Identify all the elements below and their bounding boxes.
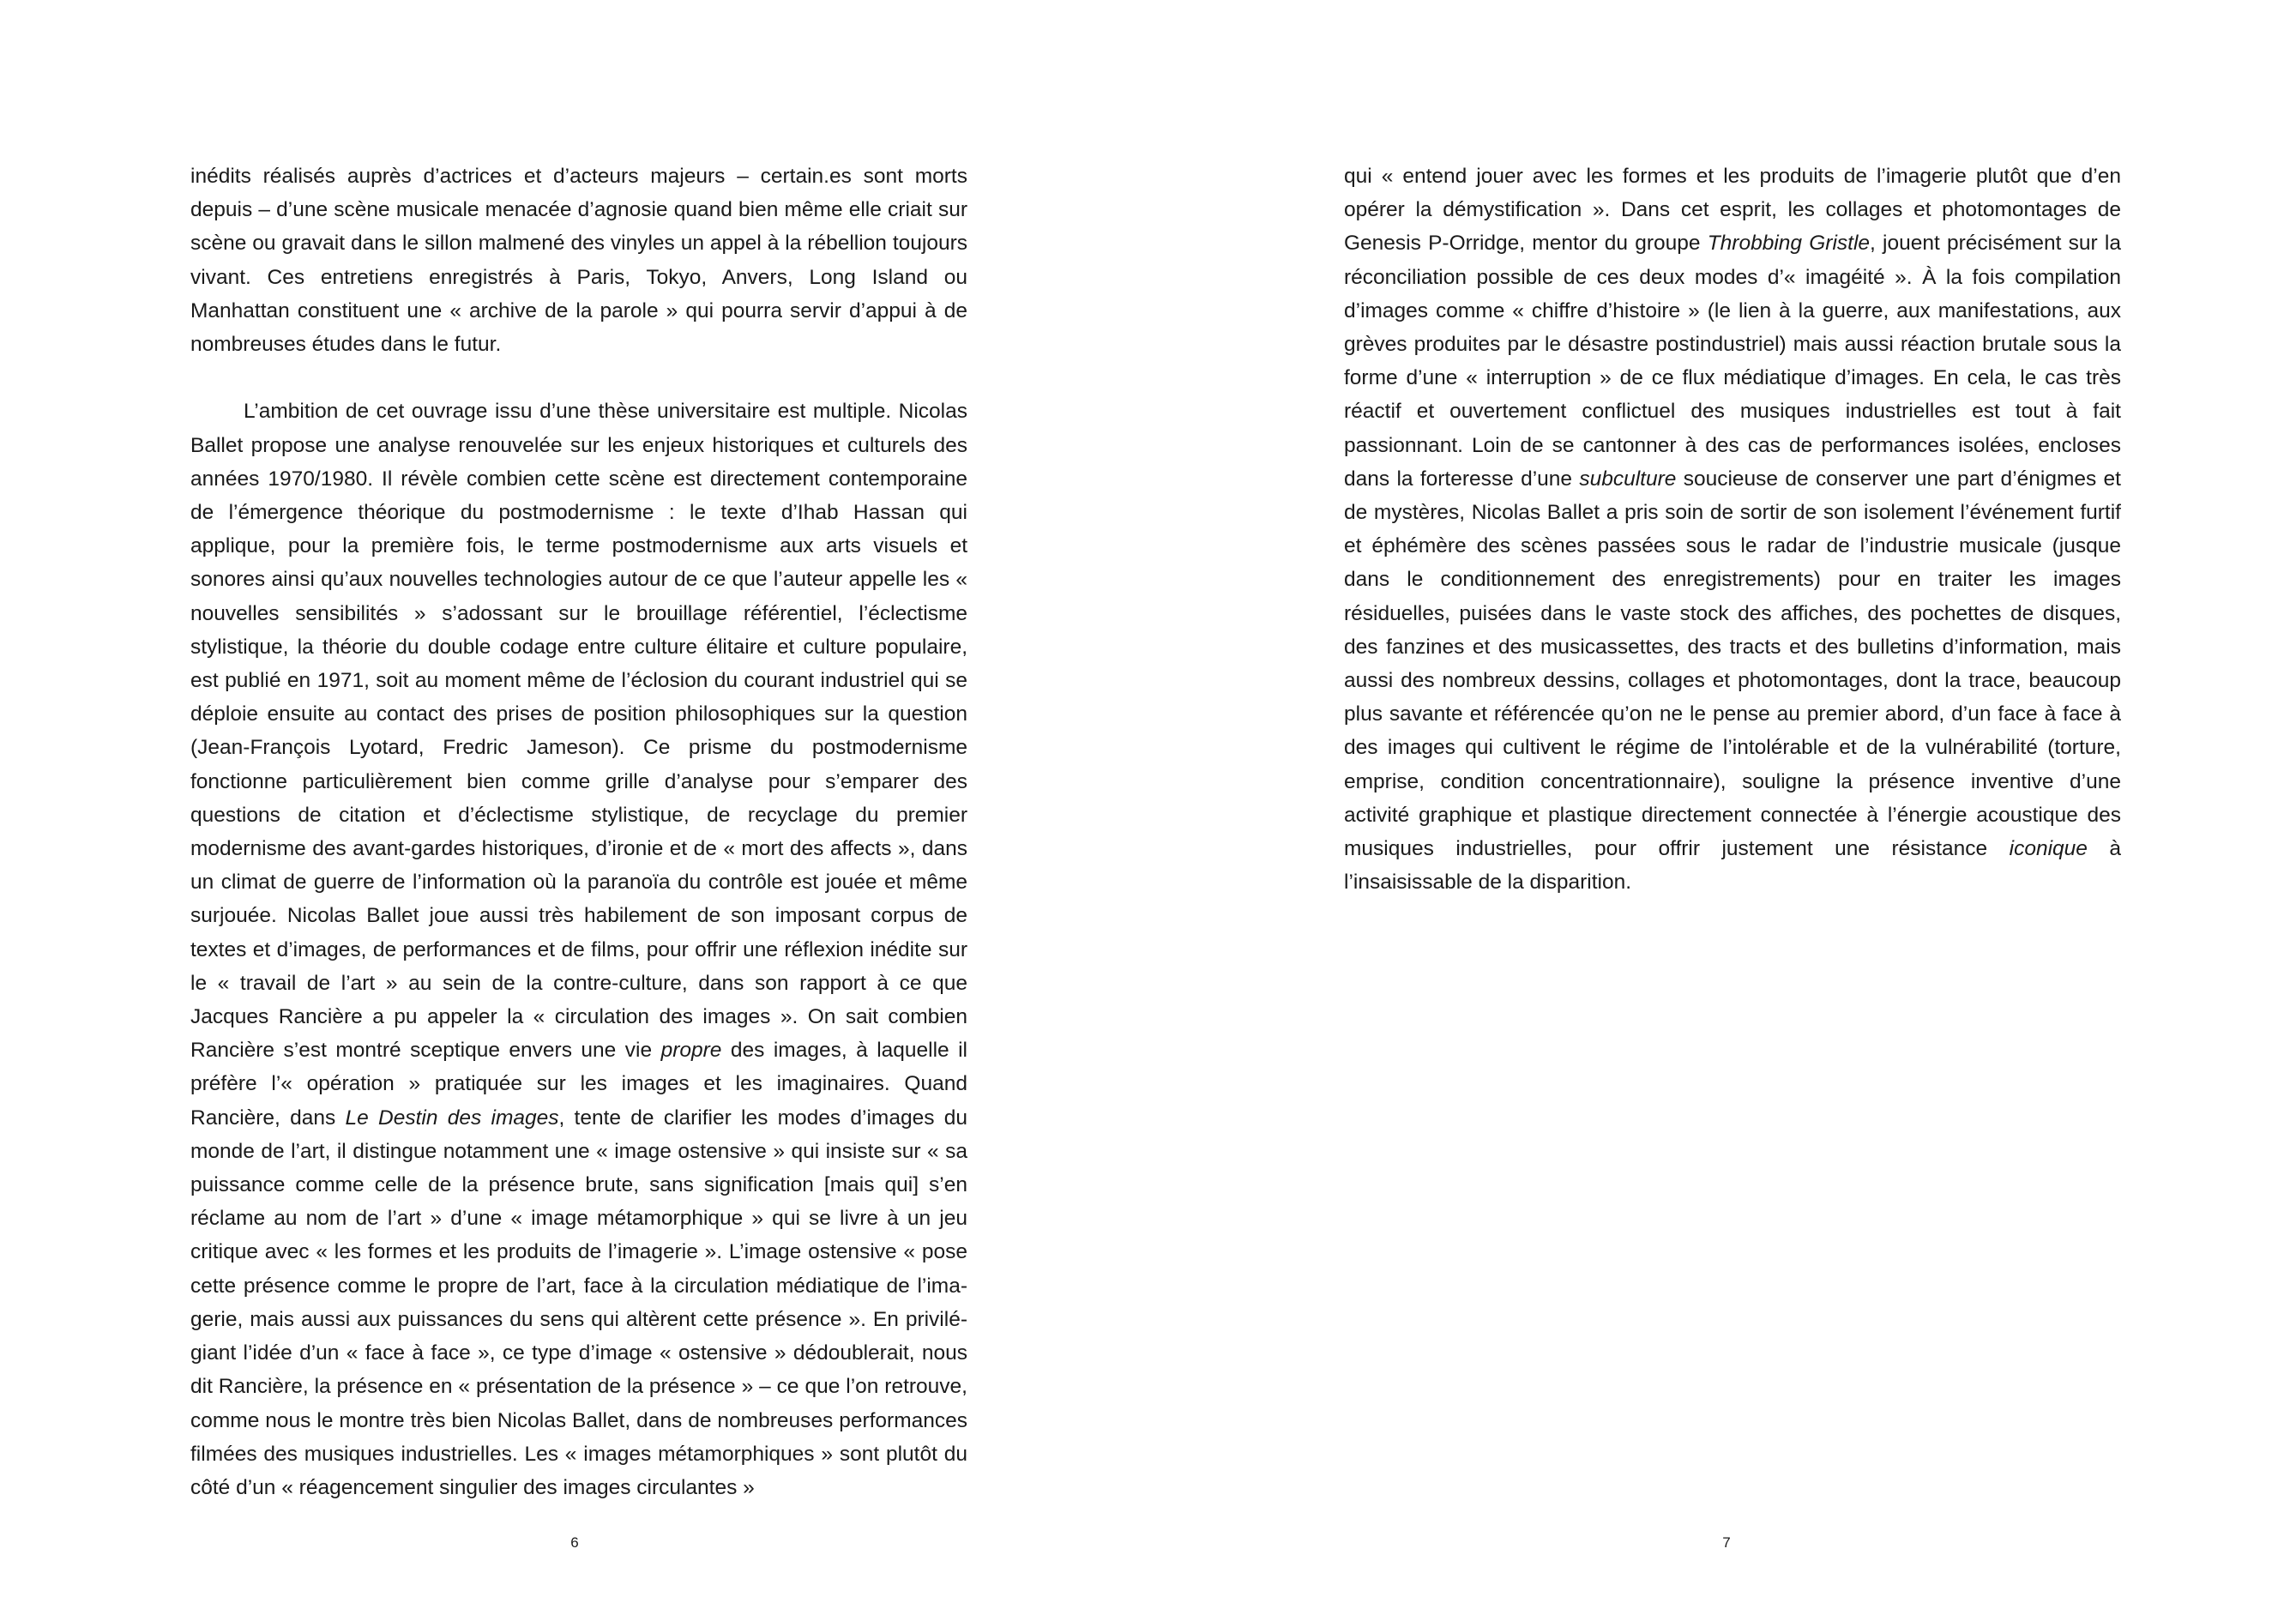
page-number: 6 xyxy=(570,1534,579,1551)
italic-run: iconique xyxy=(2009,837,2088,861)
right-page-body xyxy=(1344,160,2121,899)
italic-run: subculture xyxy=(1579,467,1677,491)
italic-run: Throbbing Gristle xyxy=(1707,232,1871,256)
paragraph xyxy=(190,395,967,1504)
italic-run: propre xyxy=(660,1039,722,1063)
right-page xyxy=(1148,0,2296,1621)
text-run: , tente de clarifier les modes d’images du monde de l’art, il distingue notamment une « image ostensive » qui insiste sur « sa puissance comme celle de la présence brute, sans signification [mais qui] s’en réclame au nom de l’art » d’une « image métamorphique » qui se livre à un jeu critique avec « les formes et les produits de l’imagerie ». L’image ostensive « pose cette présence comme le propre de l’art, face à la circulation médiatique de l’imagerie, mais aussi aux puissances du sens qui altèrent cette présence ». En privilégiant l’idée d’un « face à face », ce type d’image « ostensive » dédoublerait, nous dit Rancière, la présence en « présentation de la présence » – ce que l’on retrouve, comme nous le montre très bien Nicolas Ballet, dans de nombreuses performances filmées des musiques industrielles. Les « images métamorphiques » sont plutôt du côté d’un « réagencement singulier des images circulantes » xyxy=(190,1106,967,1499)
text-run: à l’insaisissable de la disparition. xyxy=(1344,837,2121,895)
text-run: L’ambition de cet ouvrage issu d’une thèse universitaire est multiple. Nicolas Ballet propose une analyse renouvelée sur les enjeux historiques et culturels des années 1970/1980. Il révèle combien cette scène est directement contemporaine de l’émergence théorique du postmodernisme : le texte d’Ihab Hassan qui applique, pour la première fois, le terme postmodernisme aux arts visuels et sonores ainsi qu’aux nouvelles technologies autour de ce que l’auteur appelle les « nouvelles sensibilités » s’adossant sur le brouillage référentiel, l’éclectisme stylistique, la théorie du double codage entre culture élitaire et culture populaire, est publié en 1971, soit au moment même de l’éclosion du courant industriel qui se déploie ensuite au contact des prises de position philosophiques sur la question (Jean-François Lyotard, Fredric Jameson). Ce prisme du postmodernisme fonctionne particulièrement bien comme grille d’analyse pour s’emparer des questions de citation et d’éclectisme stylistique, de recyclage du premier modernisme des avant-gardes historiques, d’ironie et de « mort des affects », dans un climat de guerre de l’information où la paranoïa du contrôle est jouée et même surjouée. Nicolas Ballet joue aussi très habilement de son imposant corpus de textes et d’images, de performances et de films, pour offrir une réflexion inédite sur le « travail de l’art » au sein de la contre-culture, dans son rapport à ce que Jacques Rancière a pu appeler la « circulation des images ». On sait combien Rancière s’est montré sceptique envers une vie xyxy=(190,400,967,1063)
left-page-body xyxy=(190,160,967,1504)
page-number: 7 xyxy=(1722,1534,1731,1551)
text-run: des images, à laquelle il préfère l’« opération » pratiquée sur les images et les imaginaires. Quand Rancière, dans xyxy=(190,1039,968,1130)
italic-run: Le Destin des images xyxy=(345,1106,559,1130)
text-run: inédits réalisés auprès d’actrices et d’acteurs majeurs – certain.es sont morts depuis – d’une scène musicale menacée d’agnosie quand bien même elle criait sur scène ou gravait dans le sillon malmené des vinyles un appel à la rébellion toujours vivant. Ces entretiens enregistrés à Paris, Tokyo, Anvers, Long Island ou Manhattan constituent une « archive de la parole » qui pourra servir d’appui à de nombreuses études dans le futur. xyxy=(190,165,967,357)
text-run: , jouent précisément sur la réconciliation possible de ces deux modes d’« imagéité ». À la fois compilation d’images comme « chiffre d’histoire » (le lien à la guerre, aux manifestations, aux grèves produites par le désastre postindustriel) mais aussi réaction brutale sous la forme d’une « interruption » de ce flux médiatique d’images. En cela, le cas très réactif et ouvertement conflictuel des musiques industrielles est tout à fait passionnant. Loin de se cantonner à des cas de performances isolées, encloses dans la forteresse d’une xyxy=(1344,232,2121,491)
paragraph xyxy=(1344,160,2121,899)
text-run: qui « entend jouer avec les formes et les produits de l’imagerie plutôt que d’en opérer la démystification ». Dans cet esprit, les collages et photomontages de Genesis P-Orridge, mentor du groupe xyxy=(1344,165,2121,256)
text-run: soucieuse de conserver une part d’énigmes et de mystères, Nicolas Ballet a pris soin de sortir de son isolement l’événement furtif et éphémère des scènes passées sous le radar de l’industrie musicale (jusque dans le conditionnement des enregistrements) pour en traiter les images résiduelles, puisées dans le vaste stock des affiches, des pochettes de disques, des fanzines et des musicassettes, des tracts et des bulletins d’information, mais aussi des nombreux dessins, collages et photomontages, dont la trace, beaucoup plus savante et référencée qu’on ne le pense au premier abord, d’un face à face à des images qui cultivent le régime de l’intolérable et de la vulnérabilité (torture, emprise, condition concentrationnaire), souligne la présence inventive d’une activité graphique et plastique directement connectée à l’énergie acoustique des musiques industrielles, pour offrir justement une résistance xyxy=(1344,467,2121,861)
paragraph xyxy=(190,160,967,361)
